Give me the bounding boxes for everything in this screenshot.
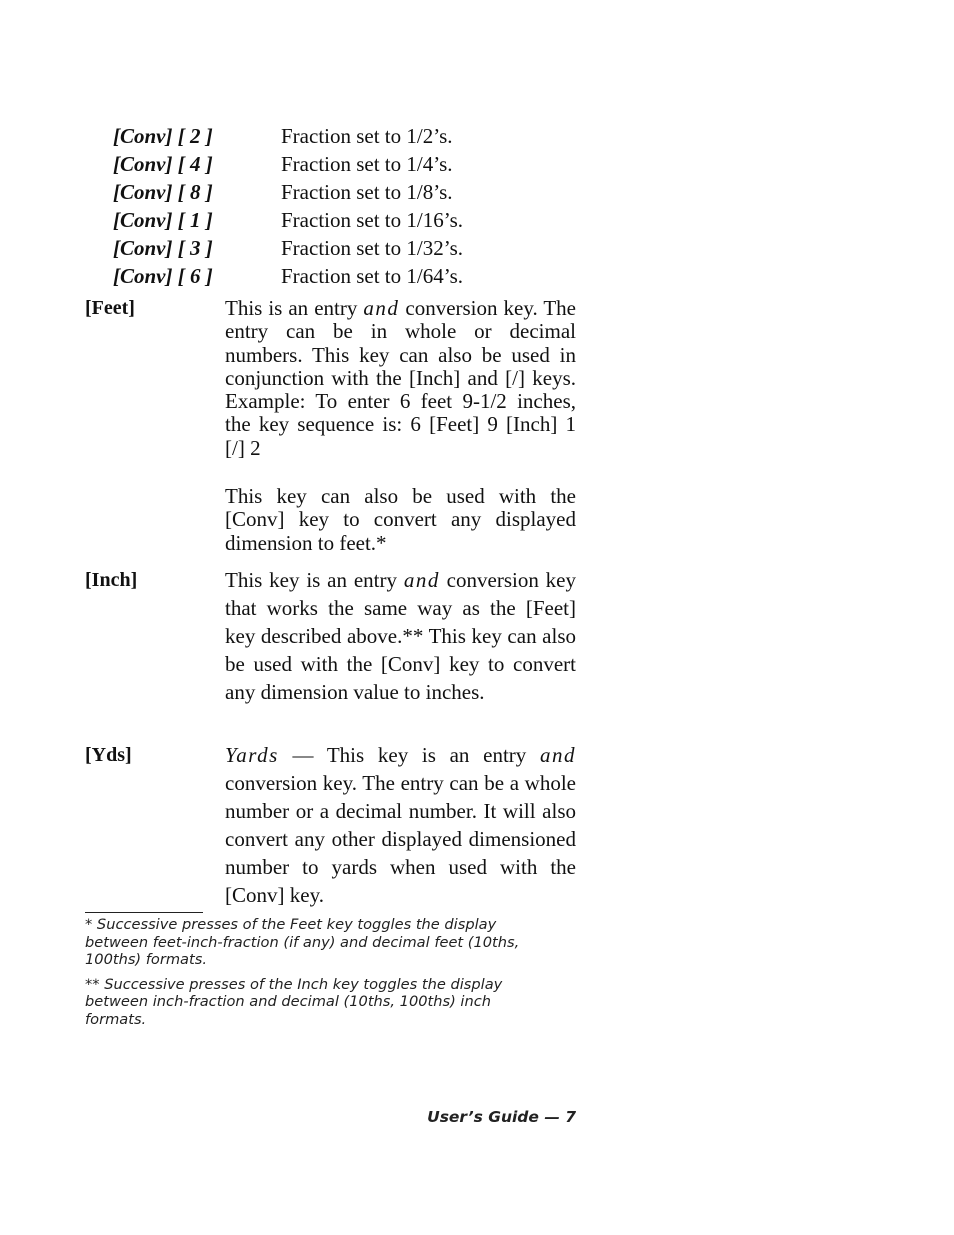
conv-key-sequence: [Conv] [ 4 ] <box>113 152 213 176</box>
feet-text: This is an entry <box>225 296 364 320</box>
feet-emphasis: and <box>363 296 400 320</box>
fraction-setting-description: Fraction set to 1/2’s. <box>281 124 453 148</box>
conv-key-sequence: [Conv] [ 1 ] <box>113 208 213 232</box>
yds-emphasis: Yards <box>225 743 279 767</box>
inch-emphasis: and <box>403 568 440 592</box>
footnote-divider <box>85 912 203 913</box>
conv-key-sequence: [Conv] [ 8 ] <box>113 180 213 204</box>
feet-text: conversion key. The entry can be in whole or decimal numbers. This key can also be used in conjunction with the [Inch] and [/] keys. Example: To enter 6 feet 9-1/2 inches, the key sequence is: 6 [Feet] 9 [Inch] 1 [/] 2 <box>225 296 577 460</box>
yds-key-term: [Yds] <box>85 744 132 766</box>
inch-text: This key is an entry <box>225 568 404 592</box>
inch-key-term: [Inch] <box>85 569 138 591</box>
fraction-setting-description: Fraction set to 1/32’s. <box>281 236 463 260</box>
yds-text: — This key is an entry <box>278 743 540 767</box>
conv-key-sequence: [Conv] [ 3 ] <box>113 236 213 260</box>
feet-key-description <box>225 297 576 555</box>
fraction-setting-description: Fraction set to 1/16’s. <box>281 208 463 232</box>
yds-key-description <box>225 741 576 909</box>
inch-text: conversion key that works the same way as the [Feet] key described above.** This key can also be used with the [Conv] key to convert any dimension value to inches. <box>225 568 576 704</box>
feet-conv-paragraph: This key can also be used with the [Conv] key to convert any displayed dimension to feet.* <box>225 484 576 555</box>
yds-emphasis: and <box>540 743 576 767</box>
inch-description-paragraph <box>225 566 576 706</box>
fraction-setting-description: Fraction set to 1/8’s. <box>281 180 453 204</box>
conv-key-sequence: [Conv] [ 6 ] <box>113 264 213 288</box>
footnote: * Successive presses of the Feet key toggles the display between feet-inch-fraction (if any) and decimal feet (10ths, 100ths) formats. <box>85 916 520 968</box>
page-footer: User’s Guide — 7 <box>427 1108 576 1126</box>
yds-text: conversion key. The entry can be a whole number or a decimal number. It will also convert any other displayed dimensioned number to yards when used with the [Conv] key. <box>225 771 576 907</box>
fraction-setting-description: Fraction set to 1/4’s. <box>281 152 453 176</box>
yds-description-paragraph <box>225 741 576 909</box>
footnote: ** Successive presses of the Inch key toggles the display between inch-fraction and decimal (10ths, 100ths) inch formats. <box>85 975 503 1028</box>
footnotes <box>85 916 545 1035</box>
fraction-setting-description: Fraction set to 1/64’s. <box>281 264 463 288</box>
conv-key-sequence: [Conv] [ 2 ] <box>113 124 213 148</box>
inch-key-description <box>225 566 576 706</box>
feet-description-paragraph <box>225 297 576 460</box>
feet-key-term: [Feet] <box>85 297 135 319</box>
